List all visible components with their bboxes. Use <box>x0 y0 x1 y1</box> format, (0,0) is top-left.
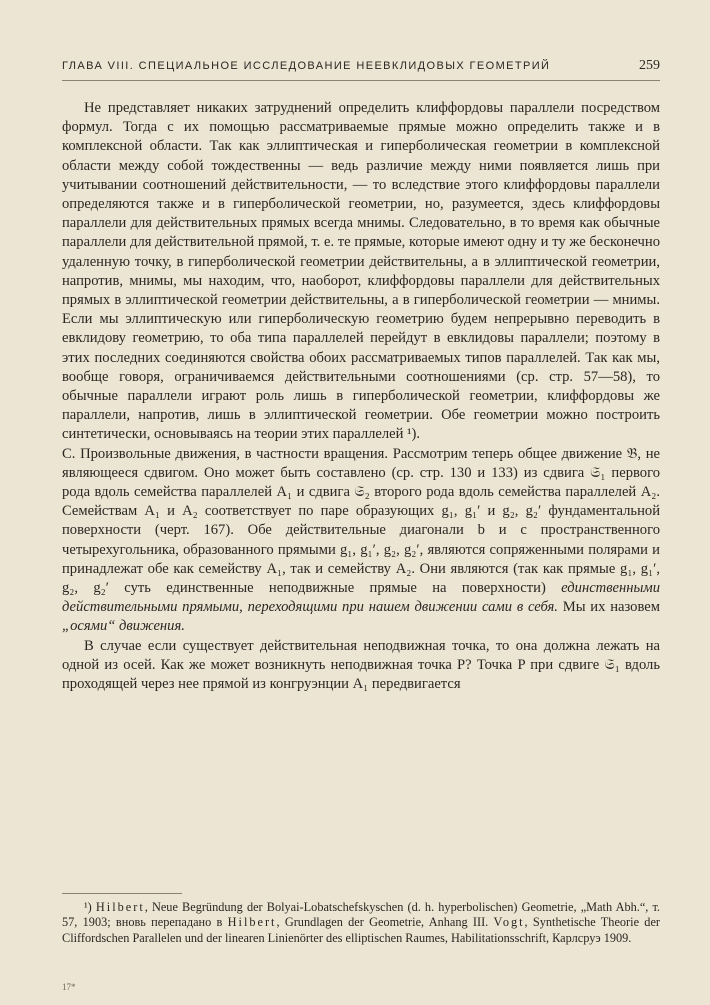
printer-signature: 17* <box>62 982 76 992</box>
footnote-author-hilbert: Hilbert <box>95 900 145 914</box>
footnote-author-vogt: Vogt <box>493 915 525 930</box>
footnote-text-2: , Grundlagen der Geometrie, Anhang III. <box>276 915 494 930</box>
paragraph-3: В случае если существует действительная неподвижная точка, то она должна лежать на одной из осей. Как же может возникнуть неподвижная точка P? Точка P при сдвиге 𝔖₁ вдоль проходящей через нее прямой из конгруэнции A₁ передвигается <box>62 637 660 693</box>
section-text-b: Мы их назовем <box>557 599 660 616</box>
section-heading: Произвольные движения, в частности вращения. <box>80 445 389 462</box>
chapter-title: ГЛАВА VIII. СПЕЦИАЛЬНОЕ ИССЛЕДОВАНИЕ НЕЕВКЛИДОВЫХ ГЕОМЕТРИЙ <box>62 60 551 72</box>
footnote-mark: ¹) <box>84 900 92 914</box>
page-number: 259 <box>639 58 660 73</box>
section-italic-a: единственными действительными прямыми, переходящими при нашем движении сами в себя. <box>62 580 660 616</box>
footnote-rule <box>62 893 182 894</box>
section-italic-b: „осями“ движения. <box>62 618 185 635</box>
section-c-paragraph <box>62 445 660 637</box>
footnote-text-3: , Synthetische Theorie der Cliffordschen Parallelen und der linearen Linienörter des elliptischen Raumes, Habilitationsschrift, Карлсруэ 1909. <box>62 915 660 945</box>
paragraph-1: Не представляет никаких затруднений определить клиффордовы параллели посредством формул. Тогда с их помощью рассматриваемые прямые можно определить также и в комплексной области. Так как эллиптическая и гиперболическая геометрии в комплексной области между собой тождественны — ведь различие между ними появляется лишь при учитывании соотношений действительности, — то вследствие этого клиффордовы параллели определяются также и в гиперболической геометрии, но, разумеется, здесь клиффордовы параллели для действительных прямых всегда мнимы. Следовательно, в то время как обычные параллели для действительной прямой, т. е. те прямые, которые имеют одну и ту же бесконечно удаленную точку, в гиперболической геометрии действительны, а в эллиптической геометрии, напротив, мнимы, мы находим, что, наоборот, клиффордовы параллели для действительных прямых в эллиптической геометрии действительны, а в гиперболической геометрии — мнимы. Если мы эллиптическую или гиперболическую геометрию будем непрерывно переводить в евклидову геометрию, то оба типа параллелей перейдут в евклидовы параллели; поэтому в этих последних соединяются свойства обоих рассматриваемых типов параллелей. Так как мы, вообще говоря, ограничиваемся действительными соотношениями (ср. стр. 57—58), то обычные параллели играют роль лишь в гиперболической геометрии, клиффордовы же параллели, напротив, лишь в эллиптической геометрии. Обе геометрии можно построить синтетически, основываясь на теории этих параллелей ¹). <box>62 100 660 443</box>
footnote <box>62 900 660 946</box>
section-label: C. <box>62 445 76 462</box>
running-header <box>62 58 660 74</box>
footnote-author-hilbert-2: Hilbert <box>227 915 277 930</box>
footnote-text-1: , Neue Begründung der Bolyai-Lobatschefskyschen (d. h. hyperbolischen) Geometrie, „Math Abh.“, т. 57, 1903; вновь перепадано в <box>62 900 660 930</box>
header-rule <box>62 80 660 81</box>
main-text <box>62 99 660 694</box>
section-text-a: Рассмотрим теперь общее движение 𝔅, не являющееся сдвигом. Оно может быть составлено (ср. стр. 130 и 133) из сдвига 𝔖₁ первого рода вдоль семейства параллелей A₁ и сдвига 𝔖₂ второго рода вдоль семейства параллелей A₂. Семействам A₁ и A₂ соответствует по паре образующих g₁, g₁′ и g₂, g₂′ фундаментальной поверхности (черт. 167). Обе действительные диагонали b и c пространственного четырехугольника, образованного прямыми g₁, g₁′, g₂, g₂′, являются сопряженными полярами и принадлежат обе как семейству A₁, так и семейству A₂. Они являются (так как прямые g₁, g₁′, g₂, g₂′ суть единственные неподвижные прямые на поверхности) <box>62 445 661 597</box>
